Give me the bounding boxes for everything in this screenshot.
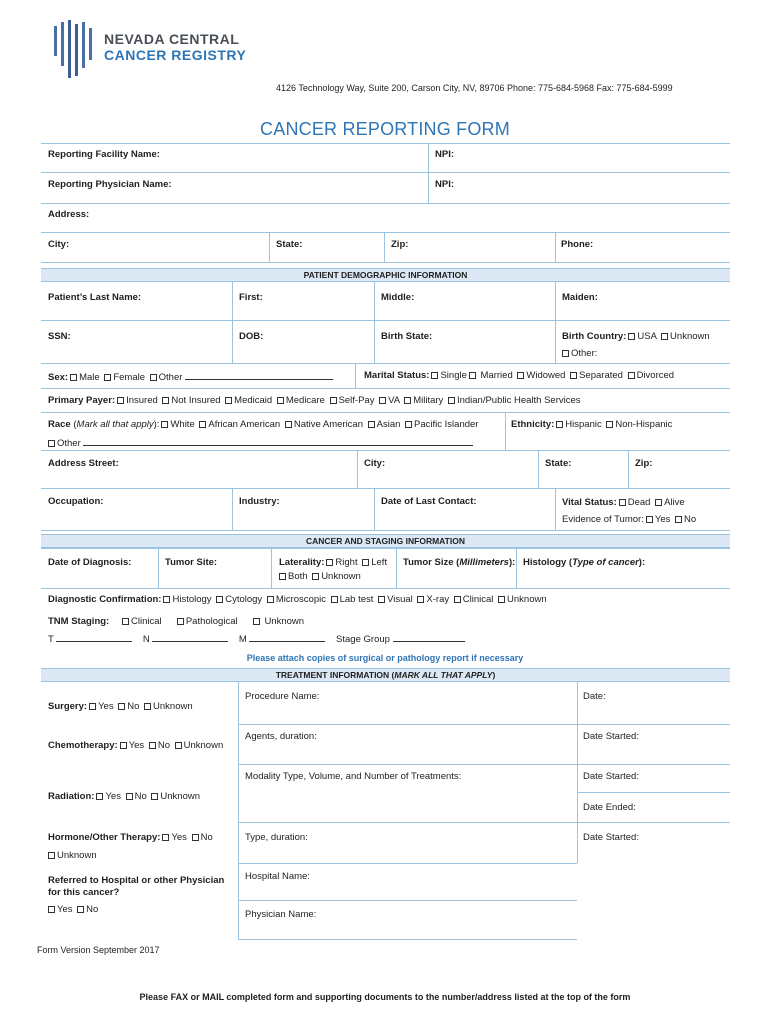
- radiation-date-started-field[interactable]: [630, 768, 725, 788]
- physician-npi-field[interactable]: [460, 175, 720, 199]
- chemo-unknown-checkbox[interactable]: [175, 742, 182, 749]
- stage-group-field[interactable]: [393, 632, 465, 642]
- confirm-unknown-checkbox[interactable]: [498, 596, 505, 603]
- white-label: White: [170, 419, 195, 430]
- hormone-label: Hormone/Other Therapy:: [48, 832, 161, 843]
- maiden-name-field[interactable]: [562, 304, 722, 318]
- alive-checkbox[interactable]: [655, 499, 662, 506]
- tnm-unknown-label: Unknown: [264, 616, 305, 627]
- military-label: Military: [413, 395, 444, 406]
- t-label: T: [48, 634, 54, 645]
- treatment-header-text: TREATMENT INFORMATION: [275, 670, 390, 680]
- modality-label: Modality Type, Volume, and Number of Treatments:: [245, 771, 462, 782]
- procedure-name-label: Procedure Name:: [245, 691, 320, 702]
- sex-other-checkbox[interactable]: [150, 374, 157, 381]
- race-note: Mark all that apply: [76, 419, 154, 430]
- clinical-confirm-label: Clinical: [462, 594, 494, 605]
- facility-name-label: Reporting Facility Name:: [48, 149, 160, 160]
- surgery-label: Surgery:: [48, 701, 88, 712]
- hormone-date-started-field[interactable]: [583, 844, 725, 860]
- chemo-date-started-label: Date Started:: [583, 731, 639, 742]
- birth-country-row: [562, 331, 710, 342]
- tnm-unknown-checkbox[interactable]: [253, 618, 260, 625]
- radiation-yes-label: Yes: [105, 791, 121, 802]
- diagnosis-date-label: Date of Diagnosis:: [48, 557, 132, 568]
- ssn-label: SSN:: [48, 331, 71, 342]
- right-checkbox[interactable]: [326, 559, 333, 566]
- radiation-no-label: No: [134, 791, 147, 802]
- histology-opt-label: Histology: [172, 594, 212, 605]
- maiden-name-label: Maiden:: [562, 292, 598, 303]
- laterality-unknown-checkbox[interactable]: [312, 573, 319, 580]
- zip-field[interactable]: [415, 235, 550, 259]
- pathological-label: Pathological: [185, 616, 238, 627]
- chemo-row: [48, 740, 223, 751]
- hormone-no-checkbox[interactable]: [192, 834, 199, 841]
- hispanic-checkbox[interactable]: [556, 421, 563, 428]
- city-label: City:: [48, 239, 70, 250]
- m-field[interactable]: [249, 632, 325, 642]
- separated-checkbox[interactable]: [570, 372, 577, 379]
- self-pay-checkbox[interactable]: [330, 397, 337, 404]
- referred-yes-checkbox[interactable]: [48, 906, 55, 913]
- radiation-row: [48, 791, 200, 802]
- referred-no-label: No: [86, 904, 99, 915]
- married-checkbox[interactable]: [469, 372, 476, 379]
- tumor-size-label: Tumor Size (Millimeters):: [403, 557, 516, 568]
- chemo-no-label: No: [157, 740, 170, 751]
- modality-field[interactable]: [245, 783, 573, 819]
- medicare-checkbox[interactable]: [277, 397, 284, 404]
- tumor-site-field[interactable]: [165, 569, 267, 585]
- referred-row: [46, 904, 98, 915]
- industry-field[interactable]: [239, 508, 369, 526]
- xray-label: X-ray: [426, 594, 450, 605]
- histology-label: Histology (Type of cancer):: [523, 557, 646, 568]
- patient-state-field[interactable]: [545, 470, 623, 484]
- chemo-yes-checkbox[interactable]: [120, 742, 127, 749]
- histology-note: Type of cancer: [572, 557, 639, 568]
- single-label: Single: [440, 370, 467, 381]
- left-checkbox[interactable]: [362, 559, 369, 566]
- physician-name-field[interactable]: [200, 175, 420, 199]
- native-american-checkbox[interactable]: [285, 421, 292, 428]
- evidence-no-label: No: [684, 514, 697, 525]
- state-field[interactable]: [305, 235, 380, 259]
- phone-label: Phone:: [561, 239, 594, 250]
- married-label: Married: [480, 370, 513, 381]
- medicaid-label: Medicaid: [234, 395, 273, 406]
- marital-label: Marital Status:: [364, 370, 430, 381]
- hormone-yes-checkbox[interactable]: [162, 834, 169, 841]
- first-name-label: First:: [239, 292, 263, 303]
- radiation-unknown-checkbox[interactable]: [151, 793, 158, 800]
- military-checkbox[interactable]: [404, 397, 411, 404]
- address-street-label: Address Street:: [48, 458, 119, 469]
- sex-other-field[interactable]: [185, 370, 333, 380]
- evidence-label: Evidence of Tumor:: [562, 514, 644, 525]
- hormone-row: [48, 832, 213, 843]
- t-field[interactable]: [56, 632, 132, 642]
- physician-npi-label: NPI:: [435, 179, 454, 190]
- n-field[interactable]: [152, 632, 228, 642]
- middle-name-field[interactable]: [381, 304, 551, 318]
- n-label: N: [142, 634, 150, 645]
- hormone-date-started-label: Date Started:: [583, 832, 639, 843]
- patient-state-label: State:: [545, 458, 572, 469]
- histology-checkbox[interactable]: [163, 596, 170, 603]
- ihs-checkbox[interactable]: [448, 397, 455, 404]
- middle-name-label: Middle:: [381, 292, 415, 303]
- occupation-label: Occupation:: [48, 496, 104, 507]
- race-other-label: Other: [57, 438, 81, 449]
- industry-label: Industry:: [239, 496, 280, 507]
- white-checkbox[interactable]: [161, 421, 168, 428]
- phone-field[interactable]: [595, 235, 725, 259]
- microscopic-checkbox[interactable]: [267, 596, 274, 603]
- payer-label: Primary Payer:: [48, 395, 116, 406]
- not-insured-label: Not Insured: [171, 395, 221, 406]
- clinical-confirm-checkbox[interactable]: [454, 596, 461, 603]
- widowed-checkbox[interactable]: [517, 372, 524, 379]
- chemo-label: Chemotherapy:: [48, 740, 118, 751]
- separated-label: Separated: [579, 370, 623, 381]
- medicare-label: Medicare: [285, 395, 325, 406]
- last-name-field[interactable]: [48, 304, 228, 318]
- hormone-yes-label: Yes: [171, 832, 187, 843]
- unknown-label: Unknown: [670, 331, 710, 342]
- non-hispanic-label: Non-Hispanic: [615, 419, 673, 430]
- hormone-no-label: No: [200, 832, 213, 843]
- insured-checkbox[interactable]: [117, 397, 124, 404]
- cytology-checkbox[interactable]: [216, 596, 223, 603]
- city-field[interactable]: [80, 235, 260, 259]
- attach-note: Please attach copies of surgical or pathology report if necessary: [246, 653, 524, 663]
- pacific-islander-checkbox[interactable]: [405, 421, 412, 428]
- visual-label: Visual: [387, 594, 413, 605]
- asian-checkbox[interactable]: [368, 421, 375, 428]
- chemo-unknown-label: Unknown: [183, 740, 224, 751]
- ssn-field[interactable]: [48, 343, 228, 359]
- usa-checkbox[interactable]: [628, 333, 635, 340]
- hospital-name-label: Hospital Name:: [245, 871, 310, 882]
- diagnosis-date-field[interactable]: [48, 569, 154, 585]
- histology-field[interactable]: [523, 569, 723, 585]
- laterality-row: [279, 557, 387, 568]
- dead-checkbox[interactable]: [619, 499, 626, 506]
- birth-country-unknown-checkbox[interactable]: [661, 333, 668, 340]
- surgery-unknown-label: Unknown: [153, 701, 193, 712]
- male-label: Male: [79, 372, 100, 383]
- diag-confirm-label: Diagnostic Confirmation:: [48, 594, 162, 605]
- race-other-checkbox[interactable]: [48, 440, 55, 447]
- occupation-field[interactable]: [48, 508, 228, 526]
- type-duration-label: Type, duration:: [245, 832, 308, 843]
- va-label: VA: [388, 395, 400, 406]
- birth-country-other-row: [560, 348, 597, 359]
- lab-test-checkbox[interactable]: [331, 596, 338, 603]
- race-label: Race: [48, 419, 71, 430]
- visual-checkbox[interactable]: [378, 596, 385, 603]
- birth-state-label: Birth State:: [381, 331, 433, 342]
- asian-label: Asian: [376, 419, 401, 430]
- payer-row: [48, 395, 581, 406]
- dead-label: Dead: [627, 497, 651, 508]
- radiation-label: Radiation:: [48, 791, 95, 802]
- contact-line: 4126 Technology Way, Suite 200, Carson City, NV, 89706 Phone: 775-684-5968 Fax: 775-684-5999: [276, 83, 673, 93]
- confirm-unknown-label: Unknown: [507, 594, 547, 605]
- first-name-field[interactable]: [239, 304, 369, 318]
- state-label: State:: [276, 239, 303, 250]
- evidence-yes-label: Yes: [654, 514, 671, 525]
- patient-zip-field[interactable]: [635, 470, 725, 484]
- tumor-size-field[interactable]: [403, 569, 511, 585]
- radiation-date-ended-field[interactable]: [630, 797, 725, 819]
- non-hispanic-checkbox[interactable]: [606, 421, 613, 428]
- divorced-checkbox[interactable]: [628, 372, 635, 379]
- race-other-field[interactable]: [83, 436, 473, 446]
- surgery-yes-checkbox[interactable]: [89, 703, 96, 710]
- laterality-label: Laterality:: [279, 557, 325, 568]
- facility-name-field[interactable]: [200, 145, 420, 169]
- last-name-label: Patient’s Last Name:: [48, 292, 142, 303]
- ihs-label: Indian/Public Health Services: [456, 395, 581, 406]
- female-label: Female: [113, 372, 145, 383]
- physician-name-label: Reporting Physician Name:: [48, 179, 172, 190]
- zip-label: Zip:: [391, 239, 409, 250]
- tnm-clinical-label: Clinical: [131, 616, 162, 627]
- footer-instruction: Please FAX or MAIL completed form and supporting documents to the number/address listed at the top of the form: [139, 992, 631, 1002]
- race-other-row: [46, 436, 473, 449]
- other-label: Other:: [571, 348, 598, 359]
- address-label: Address:: [48, 209, 90, 220]
- sex-label: Sex:: [48, 372, 69, 383]
- type-duration-field[interactable]: [245, 844, 573, 860]
- birth-country-label: Birth Country:: [562, 331, 627, 342]
- right-label: Right: [335, 557, 358, 568]
- radiation-date-started-label: Date Started:: [583, 771, 639, 782]
- other-label: Other: [158, 372, 183, 383]
- patient-zip-label: Zip:: [635, 458, 653, 469]
- surgery-date-field[interactable]: [583, 703, 725, 721]
- tumor-site-label: Tumor Site:: [165, 557, 218, 568]
- both-checkbox[interactable]: [279, 573, 286, 580]
- chemo-date-started-field[interactable]: [583, 743, 725, 761]
- logo-bars-icon: [52, 20, 102, 80]
- logo-name-line2: CANCER REGISTRY: [104, 47, 247, 63]
- birth-country-other-checkbox[interactable]: [562, 350, 569, 357]
- referred-no-checkbox[interactable]: [77, 906, 84, 913]
- radiation-unknown-label: Unknown: [160, 791, 200, 802]
- evidence-row: [562, 514, 696, 525]
- marital-row: [364, 370, 674, 381]
- laterality-row2: [277, 571, 361, 582]
- evidence-no-checkbox[interactable]: [675, 516, 682, 523]
- form-title: CANCER REPORTING FORM: [260, 119, 510, 139]
- surgery-date-label: Date:: [583, 691, 606, 702]
- demographic-header: PATIENT DEMOGRAPHIC INFORMATION: [41, 268, 730, 282]
- not-insured-checkbox[interactable]: [162, 397, 169, 404]
- logo-name-line1: NEVADA CENTRAL: [104, 31, 240, 47]
- divorced-label: Divorced: [636, 370, 675, 381]
- address-field[interactable]: [95, 205, 715, 229]
- microscopic-label: Microscopic: [275, 594, 326, 605]
- surgery-no-label: No: [127, 701, 140, 712]
- hispanic-label: Hispanic: [565, 419, 602, 430]
- tumor-size-text: Tumor Size: [403, 557, 454, 568]
- medicaid-checkbox[interactable]: [225, 397, 232, 404]
- ethnicity-row: [511, 419, 672, 430]
- surgery-row: [48, 701, 193, 712]
- diag-confirm-row: [48, 594, 547, 605]
- referred-label: Referred to Hospital or other Physician for this cancer?: [48, 875, 225, 898]
- insured-label: Insured: [126, 395, 158, 406]
- cytology-label: Cytology: [225, 594, 263, 605]
- pacific-islander-label: Pacific Islander: [414, 419, 479, 430]
- agents-field[interactable]: [245, 743, 573, 761]
- native-american-label: Native American: [293, 419, 363, 430]
- female-checkbox[interactable]: [104, 374, 111, 381]
- referral-physician-name-field[interactable]: [320, 905, 570, 923]
- race-row: Race (Mark all that apply): White African American Native American Asian Pacific Islander: [48, 419, 479, 430]
- surgery-no-checkbox[interactable]: [118, 703, 125, 710]
- patient-city-label: City:: [364, 458, 386, 469]
- tumor-size-note: Millimeters: [459, 557, 509, 568]
- tnm-options: [120, 616, 304, 627]
- treatment-header: TREATMENT INFORMATION (MARK ALL THAT APPLY): [41, 668, 730, 682]
- chemo-no-checkbox[interactable]: [149, 742, 156, 749]
- tnm-clinical-checkbox[interactable]: [122, 618, 129, 625]
- hormone-row2: [46, 850, 97, 861]
- procedure-name-field[interactable]: [245, 703, 573, 721]
- tnm-row: [48, 616, 109, 627]
- pathological-checkbox[interactable]: [177, 618, 184, 625]
- surgery-yes-label: Yes: [98, 701, 114, 712]
- usa-label: USA: [637, 331, 657, 342]
- form-version: Form Version September 2017: [37, 945, 160, 955]
- dob-label: DOB:: [239, 331, 264, 342]
- lab-test-label: Lab test: [339, 594, 374, 605]
- vital-status-row: [562, 497, 685, 508]
- va-checkbox[interactable]: [379, 397, 386, 404]
- radiation-no-checkbox[interactable]: [126, 793, 133, 800]
- hospital-name-field[interactable]: [320, 867, 570, 885]
- patient-city-field[interactable]: [364, 470, 534, 484]
- dob-field[interactable]: [239, 343, 369, 359]
- staging-header: CANCER AND STAGING INFORMATION: [41, 534, 730, 548]
- m-label: M: [238, 634, 247, 645]
- address-street-field[interactable]: [48, 470, 348, 484]
- radiation-date-ended-label: Date Ended:: [583, 802, 636, 813]
- stage-group-label: Stage Group: [336, 634, 390, 645]
- facility-npi-field[interactable]: [460, 145, 720, 169]
- xray-checkbox[interactable]: [417, 596, 424, 603]
- surgery-unknown-checkbox[interactable]: [144, 703, 151, 710]
- birth-state-field[interactable]: [381, 343, 551, 359]
- referral-physician-name-label: Physician Name:: [245, 909, 317, 920]
- laterality-unknown-label: Unknown: [321, 571, 361, 582]
- vital-status-label: Vital Status:: [562, 497, 617, 508]
- tnm-label: TNM Staging:: [48, 616, 110, 627]
- treatment-header-note: MARK ALL THAT APPLY: [394, 670, 493, 680]
- african-american-label: African American: [208, 419, 281, 430]
- left-label: Left: [371, 557, 388, 568]
- alive-label: Alive: [664, 497, 685, 508]
- hormone-unknown-label: Unknown: [57, 850, 97, 861]
- self-pay-label: Self-Pay: [338, 395, 375, 406]
- referred-yes-label: Yes: [57, 904, 73, 915]
- radiation-yes-checkbox[interactable]: [96, 793, 103, 800]
- tnm-values-row: [48, 632, 465, 645]
- histology-text: Histology: [523, 557, 567, 568]
- sex-row: [48, 370, 333, 383]
- african-american-checkbox[interactable]: [199, 421, 206, 428]
- agents-label: Agents, duration:: [245, 731, 317, 742]
- widowed-label: Widowed: [526, 370, 566, 381]
- last-contact-field[interactable]: [381, 508, 551, 526]
- both-label: Both: [288, 571, 308, 582]
- logo: [52, 20, 282, 80]
- ethnicity-label: Ethnicity:: [511, 419, 555, 430]
- facility-npi-label: NPI:: [435, 149, 454, 160]
- male-checkbox[interactable]: [70, 374, 77, 381]
- chemo-yes-label: Yes: [128, 740, 145, 751]
- evidence-yes-checkbox[interactable]: [646, 516, 653, 523]
- hormone-unknown-checkbox[interactable]: [48, 852, 55, 859]
- last-contact-label: Date of Last Contact:: [381, 496, 477, 507]
- single-checkbox[interactable]: [431, 372, 438, 379]
